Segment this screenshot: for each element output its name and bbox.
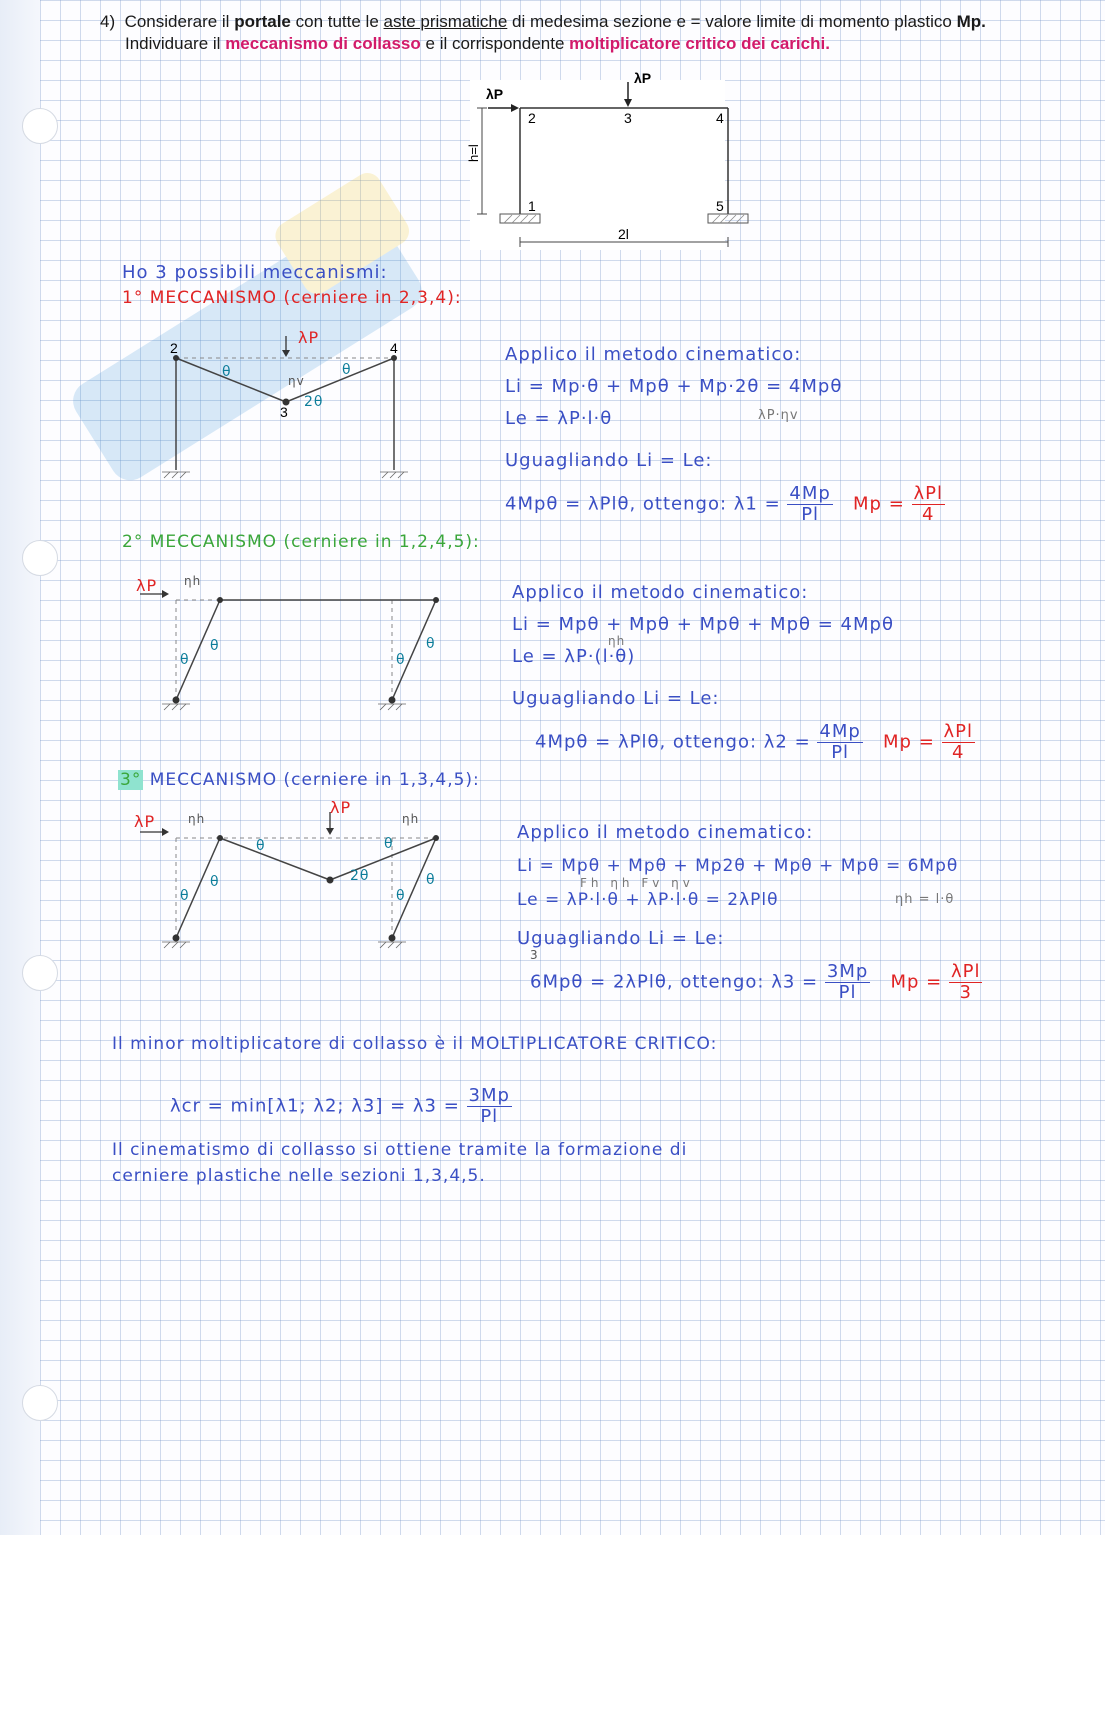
lambda-3: λ3 = [771, 971, 819, 993]
text: 4 [922, 503, 935, 525]
m2-line-applico: Applico il metodo cinematico: [512, 582, 809, 603]
m1-angle-theta: θ [222, 364, 232, 380]
span-label: 2l [618, 226, 629, 242]
conclusion-line-2: Il cinematismo di collasso si ottiene tramite la formazione di [112, 1140, 688, 1160]
node-label-3: 3 [624, 110, 632, 126]
text: 3 [959, 981, 972, 1003]
m2-line-li: Li = Mpθ + Mpθ + Mpθ + Mpθ = 4Mpθ [512, 614, 894, 635]
text: Individuare il [125, 34, 221, 53]
m3-angle-theta: θ [426, 872, 436, 888]
m3-angle-theta: θ [180, 888, 190, 904]
text: 4Mp [819, 721, 861, 742]
m3-line-le-note: ηh = l·θ [895, 892, 955, 907]
m2-load-label: λP [136, 576, 158, 595]
text: λPl [943, 721, 974, 742]
m3-angle-theta: θ [210, 874, 220, 890]
mp-label: Mp = [890, 971, 943, 993]
intro-text: Ho 3 possibili meccanismi: [122, 262, 388, 283]
binder-hole-icon [22, 1385, 58, 1421]
m3-load-mid-label: λP [330, 798, 352, 817]
m3-angle-theta: θ [396, 888, 406, 904]
text: 4Mpθ = λPlθ, ottengo: [505, 493, 728, 515]
text: 3Mp [468, 1085, 510, 1106]
m1-line-li: Li = Mp·θ + Mpθ + Mp·2θ = 4Mpθ [505, 376, 843, 397]
text: λPl [950, 961, 981, 982]
node-label-4: 4 [716, 110, 724, 126]
text: Pl [838, 981, 857, 1003]
node-label-2: 2 [528, 110, 536, 126]
m2-angle-theta: θ [426, 636, 436, 652]
keyword-portale: portale [234, 12, 291, 31]
text: Considerare il [124, 12, 230, 31]
text: con tutte le [295, 12, 379, 31]
m3-angle-2theta: 2θ [350, 868, 370, 884]
load-label-top: λP [634, 70, 652, 86]
m3-eta-label: ηh [402, 812, 420, 826]
text: 2° MECCANISMO (cerniere in 1,2,4,5): [122, 532, 480, 552]
fraction [825, 962, 870, 1003]
fraction [949, 962, 983, 1003]
text: λcr = min[λ1; λ2; λ3] = λ3 = [170, 1095, 460, 1117]
m3-eta-label: ηh [188, 812, 206, 826]
m3-line-le: Le = λP·l·θ + λP·l·θ = 2λPlθ [517, 890, 779, 910]
m1-line-le: Le = λP·l·θ [505, 408, 613, 429]
fraction [467, 1086, 512, 1127]
lambda-2: λ2 = [763, 731, 811, 753]
m2-angle-theta: θ [210, 638, 220, 654]
m1-line-le-note: λP·ηv [758, 408, 799, 423]
text: di medesima sezione e = valore limite di momento plastico [512, 12, 952, 31]
m3-load-left-label: λP [134, 812, 156, 831]
m1-node-4: 4 [390, 340, 398, 356]
m2-eta-label: ηh [184, 574, 202, 588]
m3-simplify-note: 3 [530, 948, 539, 962]
node-label-5: 5 [716, 198, 724, 214]
problem-number: 4) [100, 12, 116, 31]
conclusion-line-3: cerniere plastiche nelle sezioni 1,3,4,5. [112, 1166, 486, 1186]
keyword-meccanismo: meccanismo di collasso [225, 34, 421, 53]
keyword-aste: aste prismatiche [383, 12, 508, 31]
text: 3Mp [826, 961, 869, 982]
binder-hole-icon [22, 955, 58, 991]
lambda-1: λ1 = [733, 493, 781, 515]
m1-load-label: λP [298, 328, 320, 347]
m3-line-uguagliando: Uguagliando Li = Le: [517, 928, 725, 949]
m3-line-le-annot: Fh ηh Fv ηv [580, 876, 694, 890]
text: Pl [801, 503, 820, 525]
text: 4 [952, 741, 965, 763]
keyword-mp: Mp. [956, 12, 986, 31]
m1-node-3: 3 [280, 404, 288, 420]
m3-number-highlight: 3° [120, 770, 142, 790]
text: 4Mpθ = λPlθ, ottengo: [535, 731, 758, 753]
m2-line-le: Le = λP·(l·θ) [512, 646, 636, 667]
m1-node-2: 2 [170, 340, 178, 356]
m2-angle-theta: θ [396, 652, 406, 668]
text: MECCANISMO (cerniere in 1,3,4,5): [149, 770, 480, 790]
m3-line-li: Li = Mpθ + Mpθ + Mp2θ + Mpθ + Mpθ = 6Mpθ [517, 856, 959, 876]
m1-angle-2theta: 2θ [304, 394, 324, 410]
m3-line-result [530, 962, 982, 1003]
text: 6Mpθ = 2λPlθ, ottengo: [530, 971, 765, 993]
m2-line-le-note: ηh [608, 634, 626, 648]
node-label-1: 1 [528, 198, 536, 214]
keyword-moltiplicatore: moltiplicatore critico dei carichi. [569, 34, 830, 53]
m2-angle-theta: θ [180, 652, 190, 668]
m1-line-uguagliando: Uguagliando Li = Le: [505, 450, 713, 471]
m3-line-applico: Applico il metodo cinematico: [517, 822, 814, 843]
mp-label: Mp = [853, 493, 905, 515]
text: Pl [831, 741, 850, 763]
text: λPl [913, 483, 944, 504]
height-label: h=l [466, 144, 481, 162]
text: 4Mp [789, 483, 831, 504]
m1-line-applico: Applico il metodo cinematico: [505, 344, 802, 365]
m1-eta-label: ηv [288, 374, 305, 388]
text: e il corrispondente [425, 34, 565, 53]
m3-angle-theta: θ [256, 838, 266, 854]
mechanism-1-title: 1° MECCANISMO (cerniere in 2,3,4): [122, 288, 462, 308]
conclusion-line-1: Il minor moltiplicatore di collasso è il MOLTIPLICATORE CRITICO: [112, 1034, 718, 1054]
m2-line-uguagliando: Uguagliando Li = Le: [512, 688, 720, 709]
text: Pl [480, 1105, 499, 1127]
m1-angle-theta: θ [342, 362, 352, 378]
load-label-left: λP [486, 86, 504, 102]
m3-angle-theta: θ [384, 836, 394, 852]
mp-label: Mp = [883, 731, 935, 753]
conclusion-equation [170, 1086, 512, 1127]
